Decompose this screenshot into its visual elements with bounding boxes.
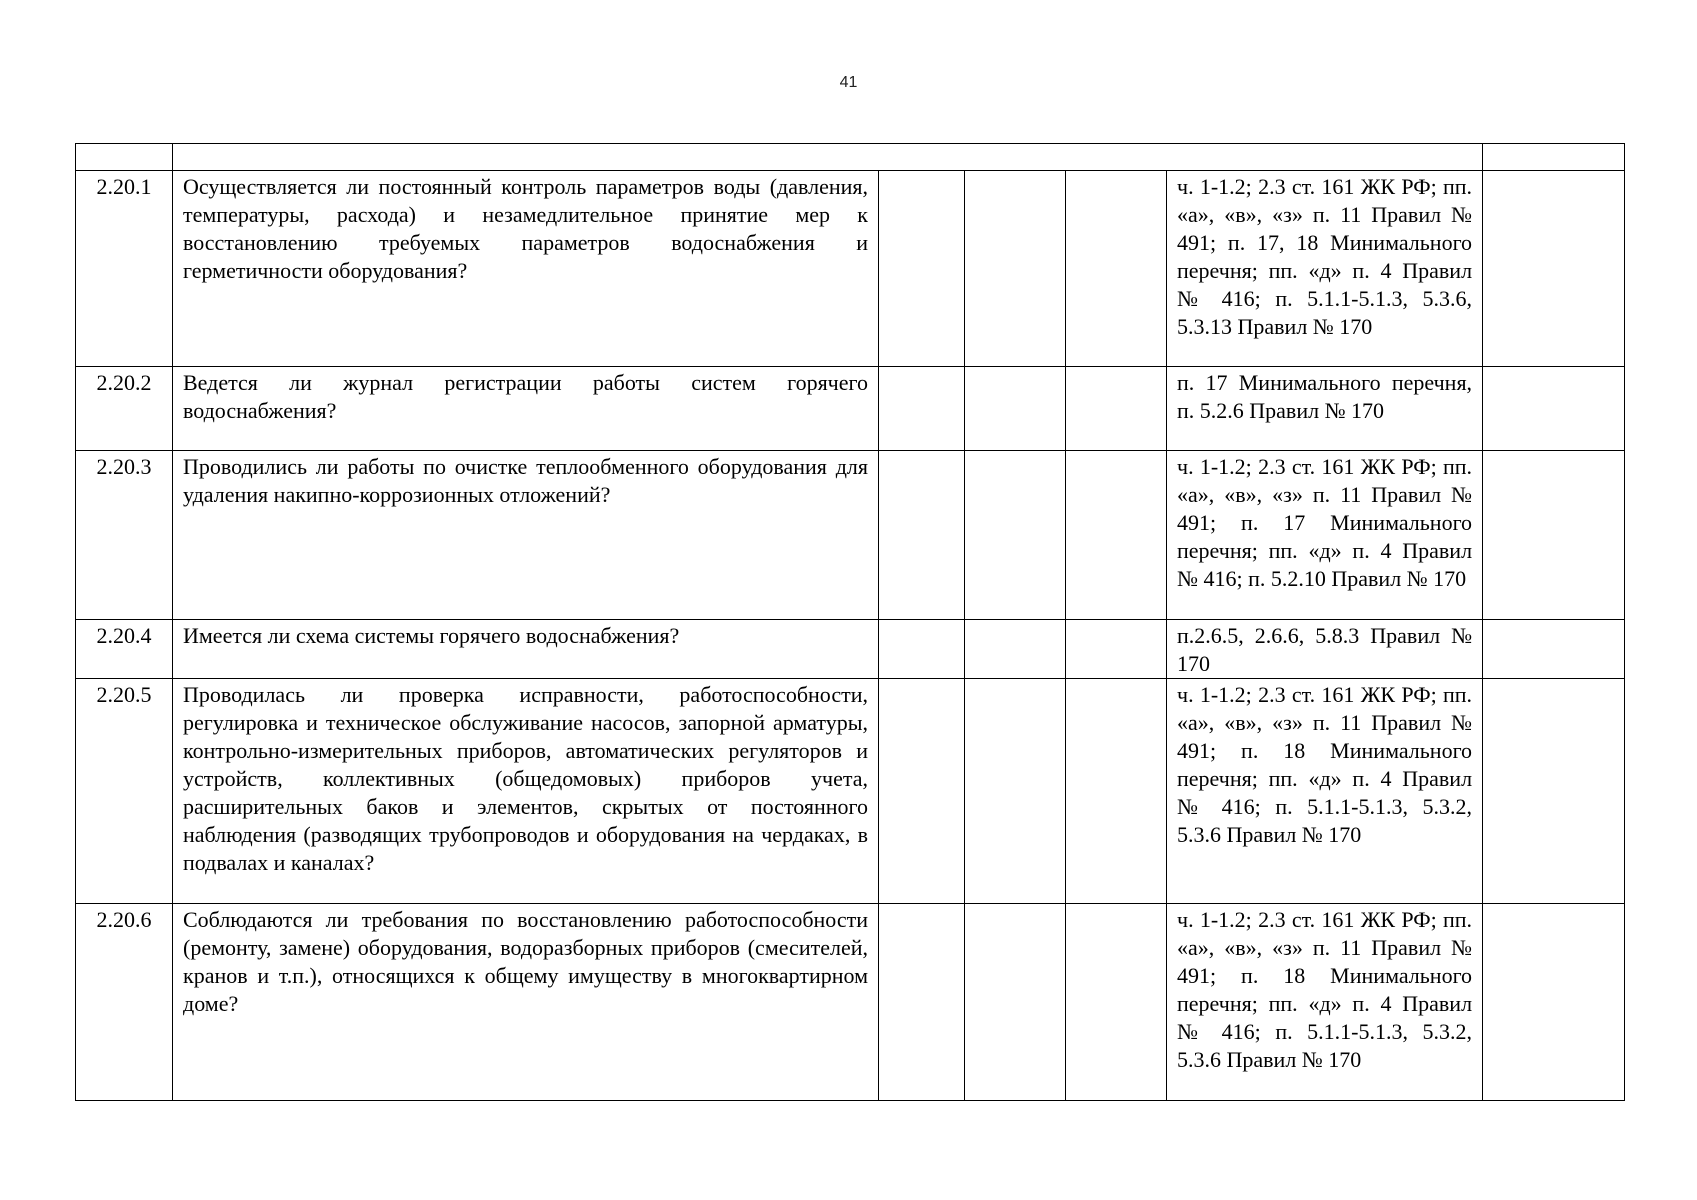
row-question: Имеется ли схема системы горячего водоснабжения?	[173, 620, 879, 679]
row-question: Соблюдаются ли требования по восстановлению работоспособности (ремонту, замене) оборудования, водоразборных приборов (смесителей, кранов и т.п.), относящихся к общему имуществу в многоквартирном доме?	[173, 904, 879, 1101]
notes-cell	[1483, 451, 1625, 620]
row-question: Проводились ли работы по очистке теплообменного оборудования для удаления накипно-коррозионных отложений?	[173, 451, 879, 620]
table-row	[76, 367, 1625, 451]
checklist-table	[75, 143, 1625, 1101]
answer-cell	[965, 620, 1066, 679]
row-number: 2.20.2	[76, 367, 173, 451]
answer-cell	[1066, 679, 1167, 904]
answer-cell	[1066, 904, 1167, 1101]
notes-cell	[1483, 171, 1625, 367]
notes-cell	[1483, 679, 1625, 904]
header-cell	[173, 144, 1483, 171]
answer-cell	[965, 679, 1066, 904]
row-reference: ч. 1-1.2; 2.3 ст. 161 ЖК РФ; пп. «а», «в», «з» п. 11 Правил № 491; п. 17, 18 Минимального перечня; пп. «д» п. 4 Правил № 416; п. 5.1.1-5.1.3, 5.3.6, 5.3.13 Правил № 170	[1167, 171, 1483, 367]
page-number: 41	[839, 74, 858, 91]
answer-cell	[879, 904, 965, 1101]
notes-cell	[1483, 367, 1625, 451]
answer-cell	[1066, 451, 1167, 620]
answer-cell	[965, 904, 1066, 1101]
answer-cell	[879, 620, 965, 679]
answer-cell	[879, 451, 965, 620]
answer-cell	[879, 679, 965, 904]
row-reference: ч. 1-1.2; 2.3 ст. 161 ЖК РФ; пп. «а», «в», «з» п. 11 Правил № 491; п. 17 Минимального перечня; пп. «д» п. 4 Правил № 416; п. 5.2.10 Правил № 170	[1167, 451, 1483, 620]
table-header-row	[76, 144, 1625, 171]
answer-cell	[965, 367, 1066, 451]
row-number: 2.20.4	[76, 620, 173, 679]
answer-cell	[1066, 171, 1167, 367]
notes-cell	[1483, 904, 1625, 1101]
row-question: Проводилась ли проверка исправности, работоспособности, регулировка и техническое обслуживание насосов, запорной арматуры, контрольно-измерительных приборов, автоматических регуляторов и устройств, коллективных (общедомовых) приборов учета, расширительных баков и элементов, скрытых от постоянного наблюдения (разводящих трубопроводов и оборудования на чердаках, в подвалах и каналах?	[173, 679, 879, 904]
row-number: 2.20.3	[76, 451, 173, 620]
row-reference: ч. 1-1.2; 2.3 ст. 161 ЖК РФ; пп. «а», «в», «з» п. 11 Правил № 491; п. 18 Минимального перечня; пп. «д» п. 4 Правил № 416; п. 5.1.1-5.1.3, 5.3.2, 5.3.6 Правил № 170	[1167, 679, 1483, 904]
row-reference: п.2.6.5, 2.6.6, 5.8.3 Правил № 170	[1167, 620, 1483, 679]
table-row	[76, 451, 1625, 620]
table-row	[76, 904, 1625, 1101]
row-reference: п. 17 Минимального перечня, п. 5.2.6 Правил № 170	[1167, 367, 1483, 451]
header-cell	[76, 144, 173, 171]
table-row	[76, 620, 1625, 679]
answer-cell	[965, 171, 1066, 367]
row-question: Ведется ли журнал регистрации работы систем горячего водоснабжения?	[173, 367, 879, 451]
row-question: Осуществляется ли постоянный контроль параметров воды (давления, температуры, расхода) и незамедлительное принятие мер к восстановлению требуемых параметров водоснабжения и герметичности оборудования?	[173, 171, 879, 367]
row-reference: ч. 1-1.2; 2.3 ст. 161 ЖК РФ; пп. «а», «в», «з» п. 11 Правил № 491; п. 18 Минимального перечня; пп. «д» п. 4 Правил № 416; п. 5.1.1-5.1.3, 5.3.2, 5.3.6 Правил № 170	[1167, 904, 1483, 1101]
answer-cell	[1066, 367, 1167, 451]
notes-cell	[1483, 620, 1625, 679]
answer-cell	[879, 171, 965, 367]
answer-cell	[879, 367, 965, 451]
row-number: 2.20.6	[76, 904, 173, 1101]
row-number: 2.20.5	[76, 679, 173, 904]
table-row	[76, 171, 1625, 367]
table-row	[76, 679, 1625, 904]
answer-cell	[1066, 620, 1167, 679]
header-cell	[1483, 144, 1625, 171]
answer-cell	[965, 451, 1066, 620]
row-number: 2.20.1	[76, 171, 173, 367]
